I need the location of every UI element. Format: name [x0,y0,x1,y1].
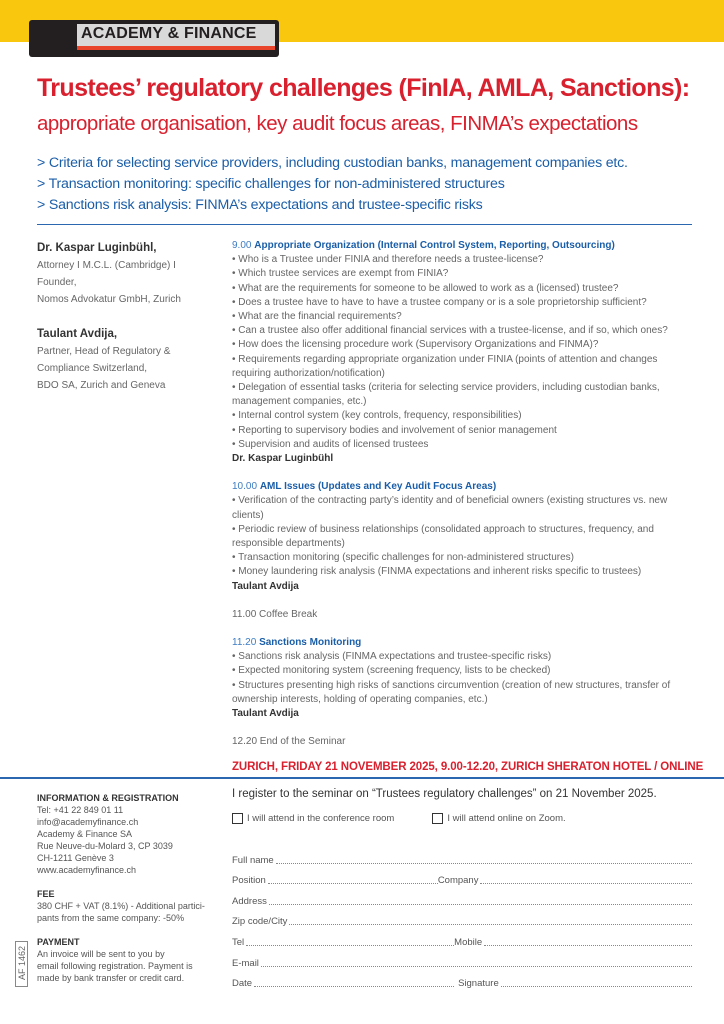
info-website: www.academyfinance.ch [37,865,137,875]
field-label: Signature [458,978,499,990]
mobile-input[interactable] [484,945,692,946]
attend-zoom-option[interactable] [432,813,565,824]
academy-finance-logo [29,20,279,57]
session-time: 11.20 [232,637,257,649]
field-label: Position [232,875,266,887]
speaker-detail: Nomos Advokatur GmbH, Zurich [37,294,181,305]
tel-input[interactable] [246,945,454,946]
session-heading [232,636,692,650]
logo-red-stripe [77,46,275,50]
form-intro: I register to the seminar on “Trustees regulatory challenges” on 21 November 2025. [232,788,657,800]
option-label: I will attend online on Zoom. [447,813,566,824]
speaker-detail: Compliance Switzerland, [37,363,148,374]
session-bullet: • Expected monitoring system (screening frequency, lists to be checked) [232,665,551,677]
session-time: 10.00 [232,481,258,493]
divider [37,224,692,225]
seminar-end: 12.20 End of the Seminar [232,736,346,748]
session-bullet: • Supervision and audits of licensed trustees [232,438,429,450]
registration-form [232,788,692,989]
fee-heading: FEE [37,889,55,899]
page-title: Trustees’ regulatory challenges (FinIA, AMLA, Sanctions): [37,74,690,102]
payment-line: email following registration. Payment is [37,961,193,971]
info-city: CH-1211 Genève 3 [37,853,114,863]
session-bullet: • How does the licensing procedure work (Supervisory Organizations and FINMA)? [232,339,599,351]
checkbox-icon[interactable] [432,813,443,824]
logo-text: ACADEMY & FINANCE [81,25,257,42]
speaker-detail: BDO SA, Zurich and Geneva [37,380,166,391]
payment-line: made by bank transfer or credit card. [37,973,185,983]
highlight-item: > Sanctions risk analysis: FINMA’s expectations and trustee-specific risks [37,197,483,213]
session-items [232,494,692,579]
attend-room-option[interactable] [232,813,394,824]
field-label: Zip code/City [232,916,288,928]
highlights-list [37,153,628,216]
session-bullet: • What are the requirements for someone to be allowed to work as a (licensed) trustee? [232,282,619,294]
field-label: Tel [232,936,245,948]
session-speaker: Taulant Avdija [232,580,299,592]
coffee-break: 11.00 Coffee Break [232,608,318,620]
speaker-detail: Partner, Head of Regulatory & [37,346,171,357]
document-code: AF 1462 [17,945,27,981]
info-email: info@academyfinance.ch [37,817,139,827]
info-phone: Tel: +41 22 849 01 11 [37,805,124,815]
session-title: AML Issues (Updates and Key Audit Focus Areas) [259,481,497,493]
info-column [37,792,217,984]
session-items [232,650,692,707]
document-code-box [15,941,28,987]
email-field[interactable] [232,948,692,969]
session-title: Sanctions Monitoring [259,637,362,649]
date-signature-row [232,969,692,990]
field-label: E-mail [232,957,259,969]
session-bullet: • Verification of the contracting party’s identity and of beneficial owners (existing structures vs. new clients) [232,495,668,521]
company-input[interactable] [480,883,692,884]
email-input[interactable] [261,966,692,967]
info-street: Rue Neuve-du-Molard 3, CP 3039 [37,841,173,851]
highlight-item: > Criteria for selecting service providers, including custodian banks, management companies etc. [37,155,628,171]
attendance-options [232,813,692,824]
session-bullet: • Reporting to supervisory bodies and involvement of senior management [232,424,557,436]
zip-city-field[interactable] [232,907,692,928]
speaker-name: Dr. Kaspar Luginbühl, [37,242,157,254]
session-bullet: • Can a trustee also offer additional financial services with a trustee-license, and if so, which ones? [232,325,668,337]
zip-city-input[interactable] [289,924,692,925]
session-speaker: Taulant Avdija [232,708,299,720]
highlight-item: > Transaction monitoring: specific challenges for non-administered structures [37,176,505,192]
info-heading: INFORMATION & REGISTRATION [37,793,179,803]
session-bullet: • Money laundering risk analysis (FINMA expectations and inherent risks specific to trustees) [232,566,642,578]
address-field[interactable] [232,886,692,907]
speaker-detail: Attorney I M.C.L. (Cambridge) I [37,260,176,271]
session-bullet: • Internal control system (key controls, frequency, responsibilities) [232,410,522,422]
position-company-row [232,866,692,887]
session-bullet: • Periodic review of business relationships (consolidated approach to structures, frequency, and responsible departments) [232,523,654,550]
session-heading [232,480,692,494]
checkbox-icon[interactable] [232,813,243,824]
fee-line: pants from the same company: -50% [37,913,185,923]
session-bullet: • Requirements regarding appropriate organization under FINIA (points of attention and changes requiring authorization/notification) [232,353,658,379]
fee-line: 380 CHF + VAT (8.1%) - Additional partici- [37,901,205,911]
field-label: Address [232,895,267,907]
form-fields [232,845,692,989]
divider [0,777,724,779]
session-time: 9.00 [232,240,252,251]
session-heading [232,239,692,253]
full-name-field[interactable] [232,845,692,866]
full-name-input[interactable] [276,863,692,864]
option-label: I will attend in the conference room [247,813,395,824]
session-bullet: • Transaction monitoring (specific challenges for non-administered structures) [232,552,574,564]
date-input[interactable] [254,986,454,987]
payment-heading: PAYMENT [37,937,80,947]
field-label: Date [232,978,253,990]
page-subtitle: appropriate organisation, key audit focus areas, FINMA’s expectations [37,112,638,135]
session-items [232,253,692,452]
session-bullet: • Does a trustee have to have to have a trustee company or is a sole proprietorship sufficient? [232,296,647,308]
session-bullet: • Sanctions risk analysis (FINMA expectations and trustee-specific risks) [232,651,552,663]
session-speaker: Dr. Kaspar Luginbühl [232,453,334,465]
position-input[interactable] [268,883,438,884]
tel-mobile-row [232,927,692,948]
signature-input[interactable] [501,986,692,987]
session-bullet: • Structures presenting high risks of sanctions circumvention (creation of new structures, transfer of ownership interests, holding of operating companies, etc.) [232,679,671,705]
speaker-name: Taulant Avdija, [37,328,118,340]
session-bullet: • Who is a Trustee under FINIA and therefore needs a trustee-license? [232,254,544,266]
session-bullet: • Which trustee services are exempt from FINIA? [232,268,449,280]
payment-line: An invoice will be sent to you by [37,949,165,959]
session-bullet: • Delegation of essential tasks (criteria for selecting service providers, including custodian banks, management companies, etc.) [232,382,660,408]
speakers-column [37,240,222,394]
field-label: Mobile [454,936,483,948]
logo-plate [77,24,275,46]
session-bullet: • What are the financial requirements? [232,311,402,323]
session-title: Appropriate Organization (Internal Control System, Reporting, Outsourcing) [254,240,615,251]
event-date-location: ZURICH, FRIDAY 21 NOVEMBER 2025, 9.00-12.20, ZURICH SHERATON HOTEL / ONLINE [232,761,704,773]
address-input[interactable] [269,904,692,905]
field-label: Company [437,875,479,887]
field-label: Full name [232,854,274,866]
program-schedule [232,239,692,750]
speaker-detail: Founder, [37,277,77,288]
info-company: Academy & Finance SA [37,829,133,839]
